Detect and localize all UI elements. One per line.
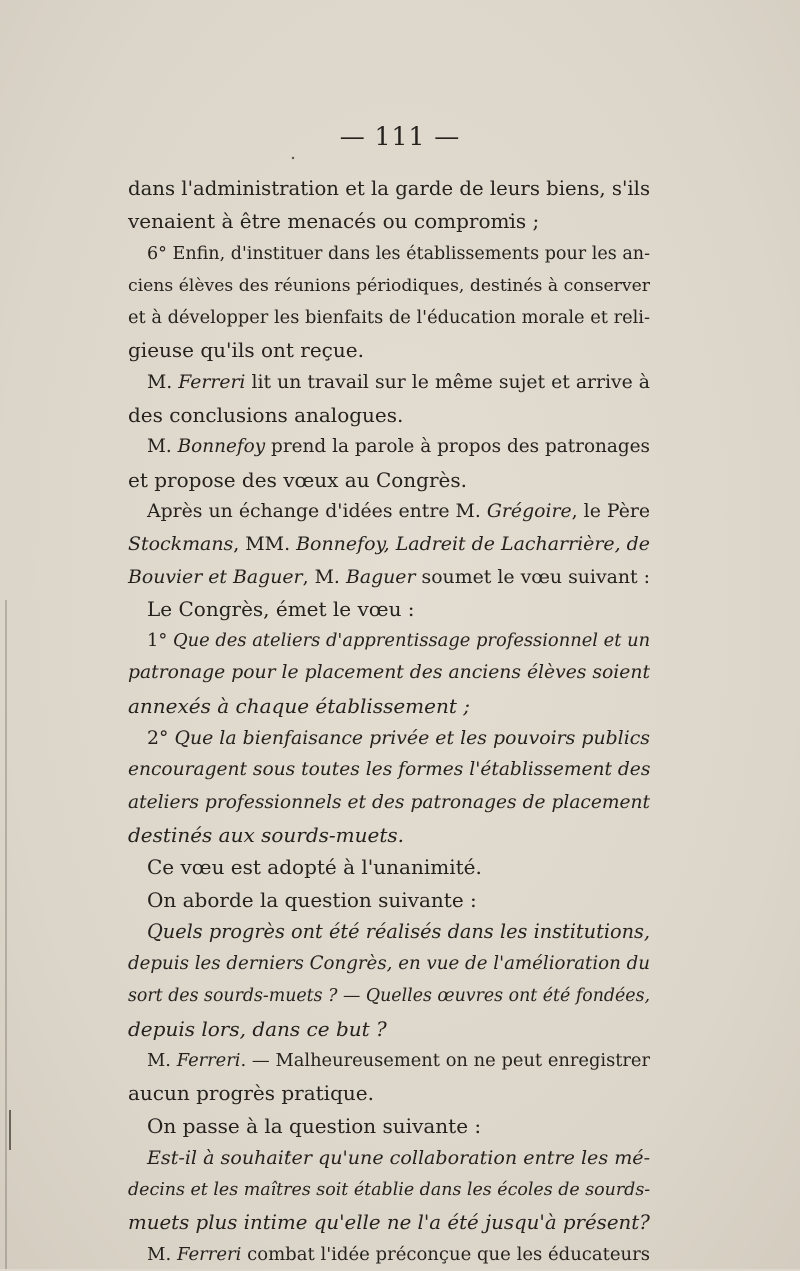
text-line: On aborde la question suivante : xyxy=(147,887,477,912)
text-span: prend la parole à propos des patronages xyxy=(265,436,650,458)
text-line: venaient à être menacés ou compromis ; xyxy=(128,209,540,234)
page-number: — 111 — xyxy=(339,122,461,151)
text-line: et à développer les bienfaits de l'éducation morale et reli- xyxy=(128,307,650,329)
text-line xyxy=(128,367,650,399)
text-line: Est-il à souhaiter qu'une collaboration entre les mé- xyxy=(147,1145,651,1169)
text-line: Quels progrès ont été réalisés dans les institutions, xyxy=(147,919,650,943)
italic-span: Ferreri xyxy=(176,1243,242,1265)
text-line xyxy=(128,1239,650,1271)
text-line: Ce vœu est adopté à l'unanimité. xyxy=(147,855,482,880)
text-span: M. xyxy=(147,436,178,458)
text-line: muets plus intime qu'elle ne l'a été jusqu'à présent? xyxy=(128,1210,650,1234)
text-span: . — Malheureusement on ne peut enregistrer xyxy=(240,1050,650,1072)
text-line xyxy=(128,431,650,463)
text-span: M. xyxy=(147,371,179,393)
italic-span: Bouvier et Baguer xyxy=(128,565,303,588)
italic-span: Bonnefoy, Ladreit de Lacharrière, de xyxy=(296,533,650,556)
paper-speck xyxy=(292,157,294,159)
italic-span: Grégoire xyxy=(486,500,572,522)
italic-span: Ferreri xyxy=(178,371,246,393)
italic-span: Que des ateliers d'apprentissage professionnel et un xyxy=(172,630,651,652)
text-line: et propose des vœux au Congrès. xyxy=(128,467,467,492)
text-span: , M. xyxy=(302,565,346,588)
text-line: ciens élèves des réunions périodiques, destinés à conserver xyxy=(128,275,650,296)
text-span: combat l'idée préconçue que les éducateurs xyxy=(241,1243,650,1265)
text-line: aucun progrès pratique. xyxy=(128,1081,374,1106)
text-line xyxy=(128,722,650,754)
text-span: lit un travail sur le même sujet et arrive à xyxy=(245,371,650,393)
italic-span: Ferreri xyxy=(176,1050,241,1072)
text-line: gieuse qu'ils ont reçue. xyxy=(128,338,364,363)
text-line: 6° Enfin, d'instituer dans les établissements pour les an- xyxy=(147,243,650,264)
italic-span: Que la bienfaisance privée et les pouvoirs publics xyxy=(174,727,650,750)
text-span: M. xyxy=(147,1243,177,1265)
text-line xyxy=(128,496,650,528)
text-line: annexés à chaque établissement ; xyxy=(128,693,470,718)
text-line: sort des sourds-muets ? — Quelles œuvres ont été fondées, xyxy=(128,986,650,1007)
text-line xyxy=(128,528,650,560)
text-line: ateliers professionnels et des patronages de placement xyxy=(128,791,650,813)
text-line xyxy=(128,561,650,593)
text-span: , MM. xyxy=(233,533,297,556)
text-line: depuis lors, dans ce but ? xyxy=(128,1016,387,1041)
text-line: Le Congrès, émet le vœu : xyxy=(147,596,415,621)
text-line: decins et les maîtres soit établie dans les écoles de sourds- xyxy=(128,1180,651,1201)
text-line: patronage pour le placement des anciens élèves soient xyxy=(128,662,650,684)
text-line: destinés aux sourds-muets. xyxy=(128,822,405,847)
page-body-text xyxy=(128,173,650,1271)
text-line: dans l'administration et la garde de leurs biens, s'ils xyxy=(128,177,651,200)
italic-span: Baguer xyxy=(345,565,416,588)
text-span: soumet le vœu suivant : xyxy=(415,565,650,588)
text-line xyxy=(128,1045,650,1077)
text-span: 2° xyxy=(147,727,175,750)
text-span: 1° xyxy=(147,630,173,652)
text-span: , le Père xyxy=(571,500,651,522)
text-line: On passe à la question suivante : xyxy=(147,1113,482,1138)
text-span: M. xyxy=(147,1050,177,1072)
text-line: des conclusions analogues. xyxy=(128,403,404,428)
text-line xyxy=(128,625,650,657)
italic-span: Stockmans xyxy=(128,533,234,556)
text-line: encouragent sous toutes les formes l'établissement des xyxy=(128,759,651,781)
italic-span: Bonnefoy xyxy=(177,436,266,458)
text-line: depuis les derniers Congrès, en vue de l'amélioration du xyxy=(128,953,650,975)
text-span: Après un échange d'idées entre M. xyxy=(147,500,487,522)
